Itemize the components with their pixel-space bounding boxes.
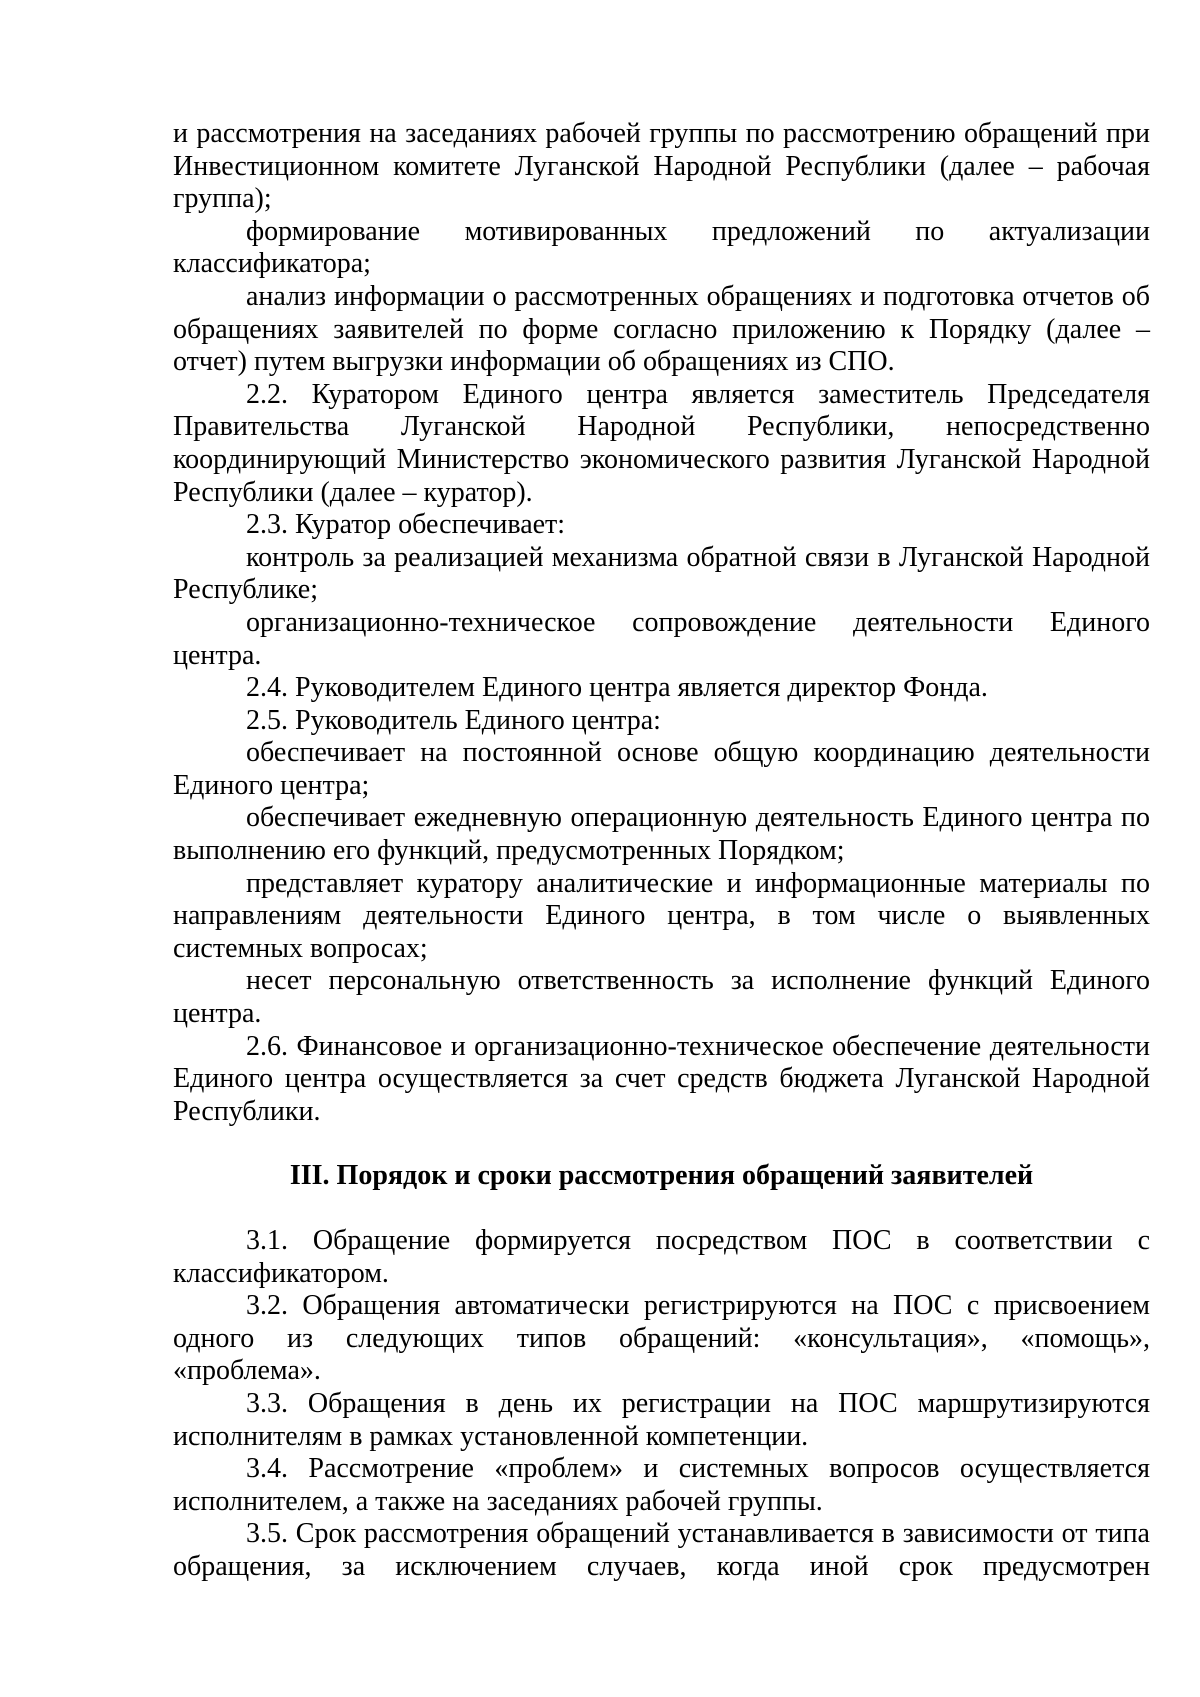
- paragraph-clause-3-2: 3.2. Обращения автоматически регистрируются на ПОС с присвоением одного из следующих типов обращений: «консультация», «помощь», «проблема».: [173, 1290, 1150, 1387]
- paragraph-list-item: организационно-техническое сопровождение деятельности Единого центра.: [173, 606, 1150, 671]
- paragraph-clause-3-5: 3.5. Срок рассмотрения обращений устанавливается в зависимости от типа обращения, за исключением случаев, когда иной срок предусмотрен: [173, 1518, 1150, 1582]
- section-heading: III. Порядок и сроки рассмотрения обращений заявителей: [289, 1160, 1034, 1192]
- paragraph-clause-2-4: 2.4. Руководителем Единого центра является директор Фонда.: [246, 672, 988, 704]
- paragraph-list-item: представляет куратору аналитические и информационные материалы по направлениям деятельности Единого центра, в том числе о выявленных системных вопросах;: [173, 867, 1150, 964]
- paragraph-clause-2-3: 2.3. Куратор обеспечивает:: [246, 509, 566, 541]
- paragraph-list-item: контроль за реализацией механизма обратной связи в Луганской Народной Республике;: [173, 541, 1150, 606]
- document-body: [173, 118, 1150, 1584]
- paragraph-list-item: формирование мотивированных предложений по актуализации классификатора;: [173, 215, 1150, 280]
- paragraph-list-item: несет персональную ответственность за исполнение функций Единого центра.: [173, 965, 1150, 1030]
- paragraph-clause-2-2: 2.2. Куратором Единого центра является заместитель Председателя Правительства Луганской Народной Республики, непосредственно координирующий Министерство экономического развития Луганской Народной Республики (далее – куратор).: [173, 378, 1150, 508]
- paragraph-clause-2-6: 2.6. Финансовое и организационно-техническое обеспечение деятельности Единого центра осуществляется за счет средств бюджета Луганской Народной Республики.: [173, 1030, 1150, 1127]
- paragraph-list-item: обеспечивает ежедневную операционную деятельность Единого центра по выполнению его функций, предусмотренных Порядком;: [173, 802, 1150, 867]
- paragraph-continuation: и рассмотрения на заседаниях рабочей группы по рассмотрению обращений при Инвестиционном комитете Луганской Народной Республики (далее – рабочая группа);: [173, 118, 1150, 215]
- paragraph-clause-3-4: 3.4. Рассмотрение «проблем» и системных вопросов осуществляется исполнителем, а также на заседаниях рабочей группы.: [173, 1453, 1150, 1517]
- paragraph-clause-2-5: 2.5. Руководитель Единого центра:: [246, 704, 661, 736]
- paragraph-clause-3-1: 3.1. Обращение формируется посредством ПОС в соответствии с классификатором.: [173, 1225, 1150, 1289]
- paragraph-list-item: анализ информации о рассмотренных обращениях и подготовка отчетов об обращениях заявителей по форме согласно приложению к Порядку (далее – отчет) путем выгрузки информации об обращениях из СПО.: [173, 280, 1150, 378]
- paragraph-clause-3-3: 3.3. Обращения в день их регистрации на ПОС маршрутизируются исполнителям в рамках установленной компетенции.: [173, 1387, 1150, 1452]
- paragraph-list-item: обеспечивает на постоянной основе общую координацию деятельности Единого центра;: [173, 737, 1150, 801]
